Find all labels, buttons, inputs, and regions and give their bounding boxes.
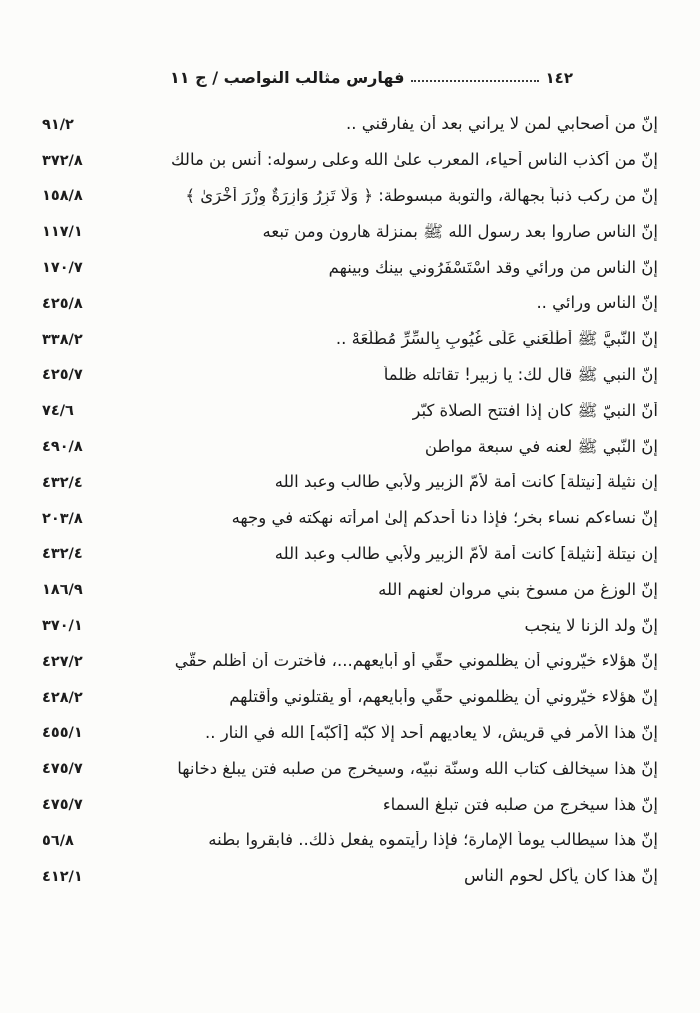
entry-text: إنّ هذا كان يأكل لحوم الناس — [463, 867, 658, 886]
entry-text: إنّ النّبي ﷺ لعنه في سبعة مواطن — [424, 437, 658, 456]
entry-page-ref: ٤٥٥/١ — [42, 725, 83, 742]
entry-page-ref: ٤٢٥/٧ — [42, 367, 83, 384]
entry-text: إنّ هذا الأمر في قريش، لا يعاديهم أحد إلّا كبّه [أكبّه] الله في النار .. — [204, 723, 658, 742]
entry-page-ref: ٧٤/٦ — [42, 403, 74, 420]
entry-page-ref: ٤١٢/١ — [42, 868, 83, 885]
entry-page-ref: ٤٢٨/٢ — [42, 689, 83, 706]
page-number: ١٤٢ — [545, 69, 573, 87]
index-entry-row — [42, 322, 658, 358]
page-header — [170, 68, 573, 87]
entry-page-ref: ١٨٦/٩ — [42, 582, 83, 599]
entry-page-ref: ٤٩٠/٨ — [42, 439, 83, 456]
entry-page-ref: ٤٣٢/٤ — [42, 474, 83, 491]
entry-page-ref: ٤٧٥/٧ — [42, 761, 83, 778]
entry-text: إنّ هذا سيخرج من صلبه فتن تبلغ السماء — [382, 795, 658, 814]
entry-text: إنّ هذا سيخالف كتاب الله وسنّة نبيّه، وسيخرج من صلبه فتن يبلغ دخانها — [177, 759, 658, 778]
entry-page-ref: ٣٧٠/١ — [42, 618, 83, 635]
entry-text: إن نيتلة [نثيلة] كانت أمة لأُمّ الزبير ولأبي طالب وعبد الله — [274, 544, 658, 563]
index-entry-row — [42, 501, 658, 537]
entry-page-ref: ١١٧/١ — [42, 224, 83, 241]
entry-text: إنّ ولد الزنا لا ينجب — [524, 616, 658, 635]
index-entry-row — [42, 537, 658, 573]
entry-text: إنّ من أصحابي لمن لا يراني بعد أن يفارقني .. — [345, 115, 658, 134]
entry-page-ref: ٩١/٢ — [42, 116, 74, 133]
entry-page-ref: ٣٣٨/٢ — [42, 331, 83, 348]
entry-page-ref: ٤٢٥/٨ — [42, 295, 83, 312]
entry-text: إنّ نساءكم نساء بخر؛ فإذا دنا أحدكم إلىٰ امرأته نهكته في وجهه — [231, 509, 658, 528]
entry-text: إنّ النبي ﷺ قال لك: يا زبير! تقاتله ظلماً — [383, 365, 658, 384]
entry-text: إنّ هؤلاء خيّروني أن يظلموني حقّي وأبايعهم، أو يقتلوني وأقتلهم — [229, 688, 658, 707]
entry-page-ref: ٤٧٥/٧ — [42, 797, 83, 814]
entry-page-ref: ٢٠٣/٨ — [42, 510, 83, 527]
index-entry-row — [42, 859, 658, 895]
index-entry-row — [42, 393, 658, 429]
index-entry-row — [42, 716, 658, 752]
entry-text: إنّ الناس من ورائي وقد اسْتَسْفَرُوني بينك وبينهم — [328, 258, 658, 277]
header-title: فهارس مثالب النواصب / ج ١١ — [170, 68, 405, 87]
index-entry-row — [42, 680, 658, 716]
index-entry-row — [42, 143, 658, 179]
index-entry-row — [42, 572, 658, 608]
dotted-leader — [411, 80, 538, 82]
index-entry-list — [42, 107, 658, 895]
index-entry-row — [42, 608, 658, 644]
index-entry-row — [42, 214, 658, 250]
index-entry-row — [42, 823, 658, 859]
entry-text: إنّ هذا سيطالب يوماً الإمارة؛ فإذا رأيتموه يفعل ذلك.. فابقروا بطنه — [208, 831, 658, 850]
entry-page-ref: ١٧٠/٧ — [42, 260, 83, 277]
entry-text: إنّ النَّبيَّ ﷺ أَطْلَعَني عَلَى غُيُوبٍ بِالسِّرِّ مُطَّلَعَهْ .. — [335, 330, 658, 349]
index-entry-row — [42, 179, 658, 215]
entry-text: إنّ من أكذب الناس أحياء، المعرب علىٰ الله وعلى رسوله: أنس بن مالك — [171, 151, 658, 170]
index-entry-row — [42, 286, 658, 322]
index-entry-row — [42, 107, 658, 143]
index-entry-row — [42, 787, 658, 823]
index-entry-row — [42, 751, 658, 787]
index-entry-row — [42, 465, 658, 501]
entry-text: إنّ هؤلاء خيّروني أن يظلموني حقّي أو أبايعهم...، فأخترت أن أظلم حقّي — [174, 652, 658, 671]
entry-page-ref: ٣٧٢/٨ — [42, 152, 83, 169]
entry-text: إنّ من ركب ذنباً بجهالة، والتوبة مبسوطة: ﴿ وَلَا تَزِرُ وَازِرَةٌ وِزْرَ أُخْرَىٰ ﴾ — [185, 187, 658, 205]
entry-text: إنّ الوزغ من مسوخ بني مروان لعنهم الله — [378, 580, 658, 599]
entry-page-ref: ٤٣٢/٤ — [42, 546, 83, 563]
entry-page-ref: ١٥٨/٨ — [42, 188, 83, 205]
entry-text: إنّ الناس صاروا بعد رسول الله ﷺ بمنزلة هارون ومن تبعه — [262, 222, 658, 241]
index-entry-row — [42, 358, 658, 394]
entry-page-ref: ٥٦/٨ — [42, 832, 74, 849]
entry-text: إنّ الناس ورائي .. — [536, 294, 658, 313]
entry-text: إن نثيلة [نيتلة] كانت أمة لأُمّ الزبير ولأبي طالب وعبد الله — [274, 473, 658, 492]
index-entry-row — [42, 644, 658, 680]
index-entry-row — [42, 429, 658, 465]
entry-page-ref: ٤٢٧/٢ — [42, 653, 83, 670]
entry-text: أنّ النبيّ ﷺ كان إذا افتتح الصلاة كبّر — [412, 401, 658, 420]
index-entry-row — [42, 250, 658, 286]
